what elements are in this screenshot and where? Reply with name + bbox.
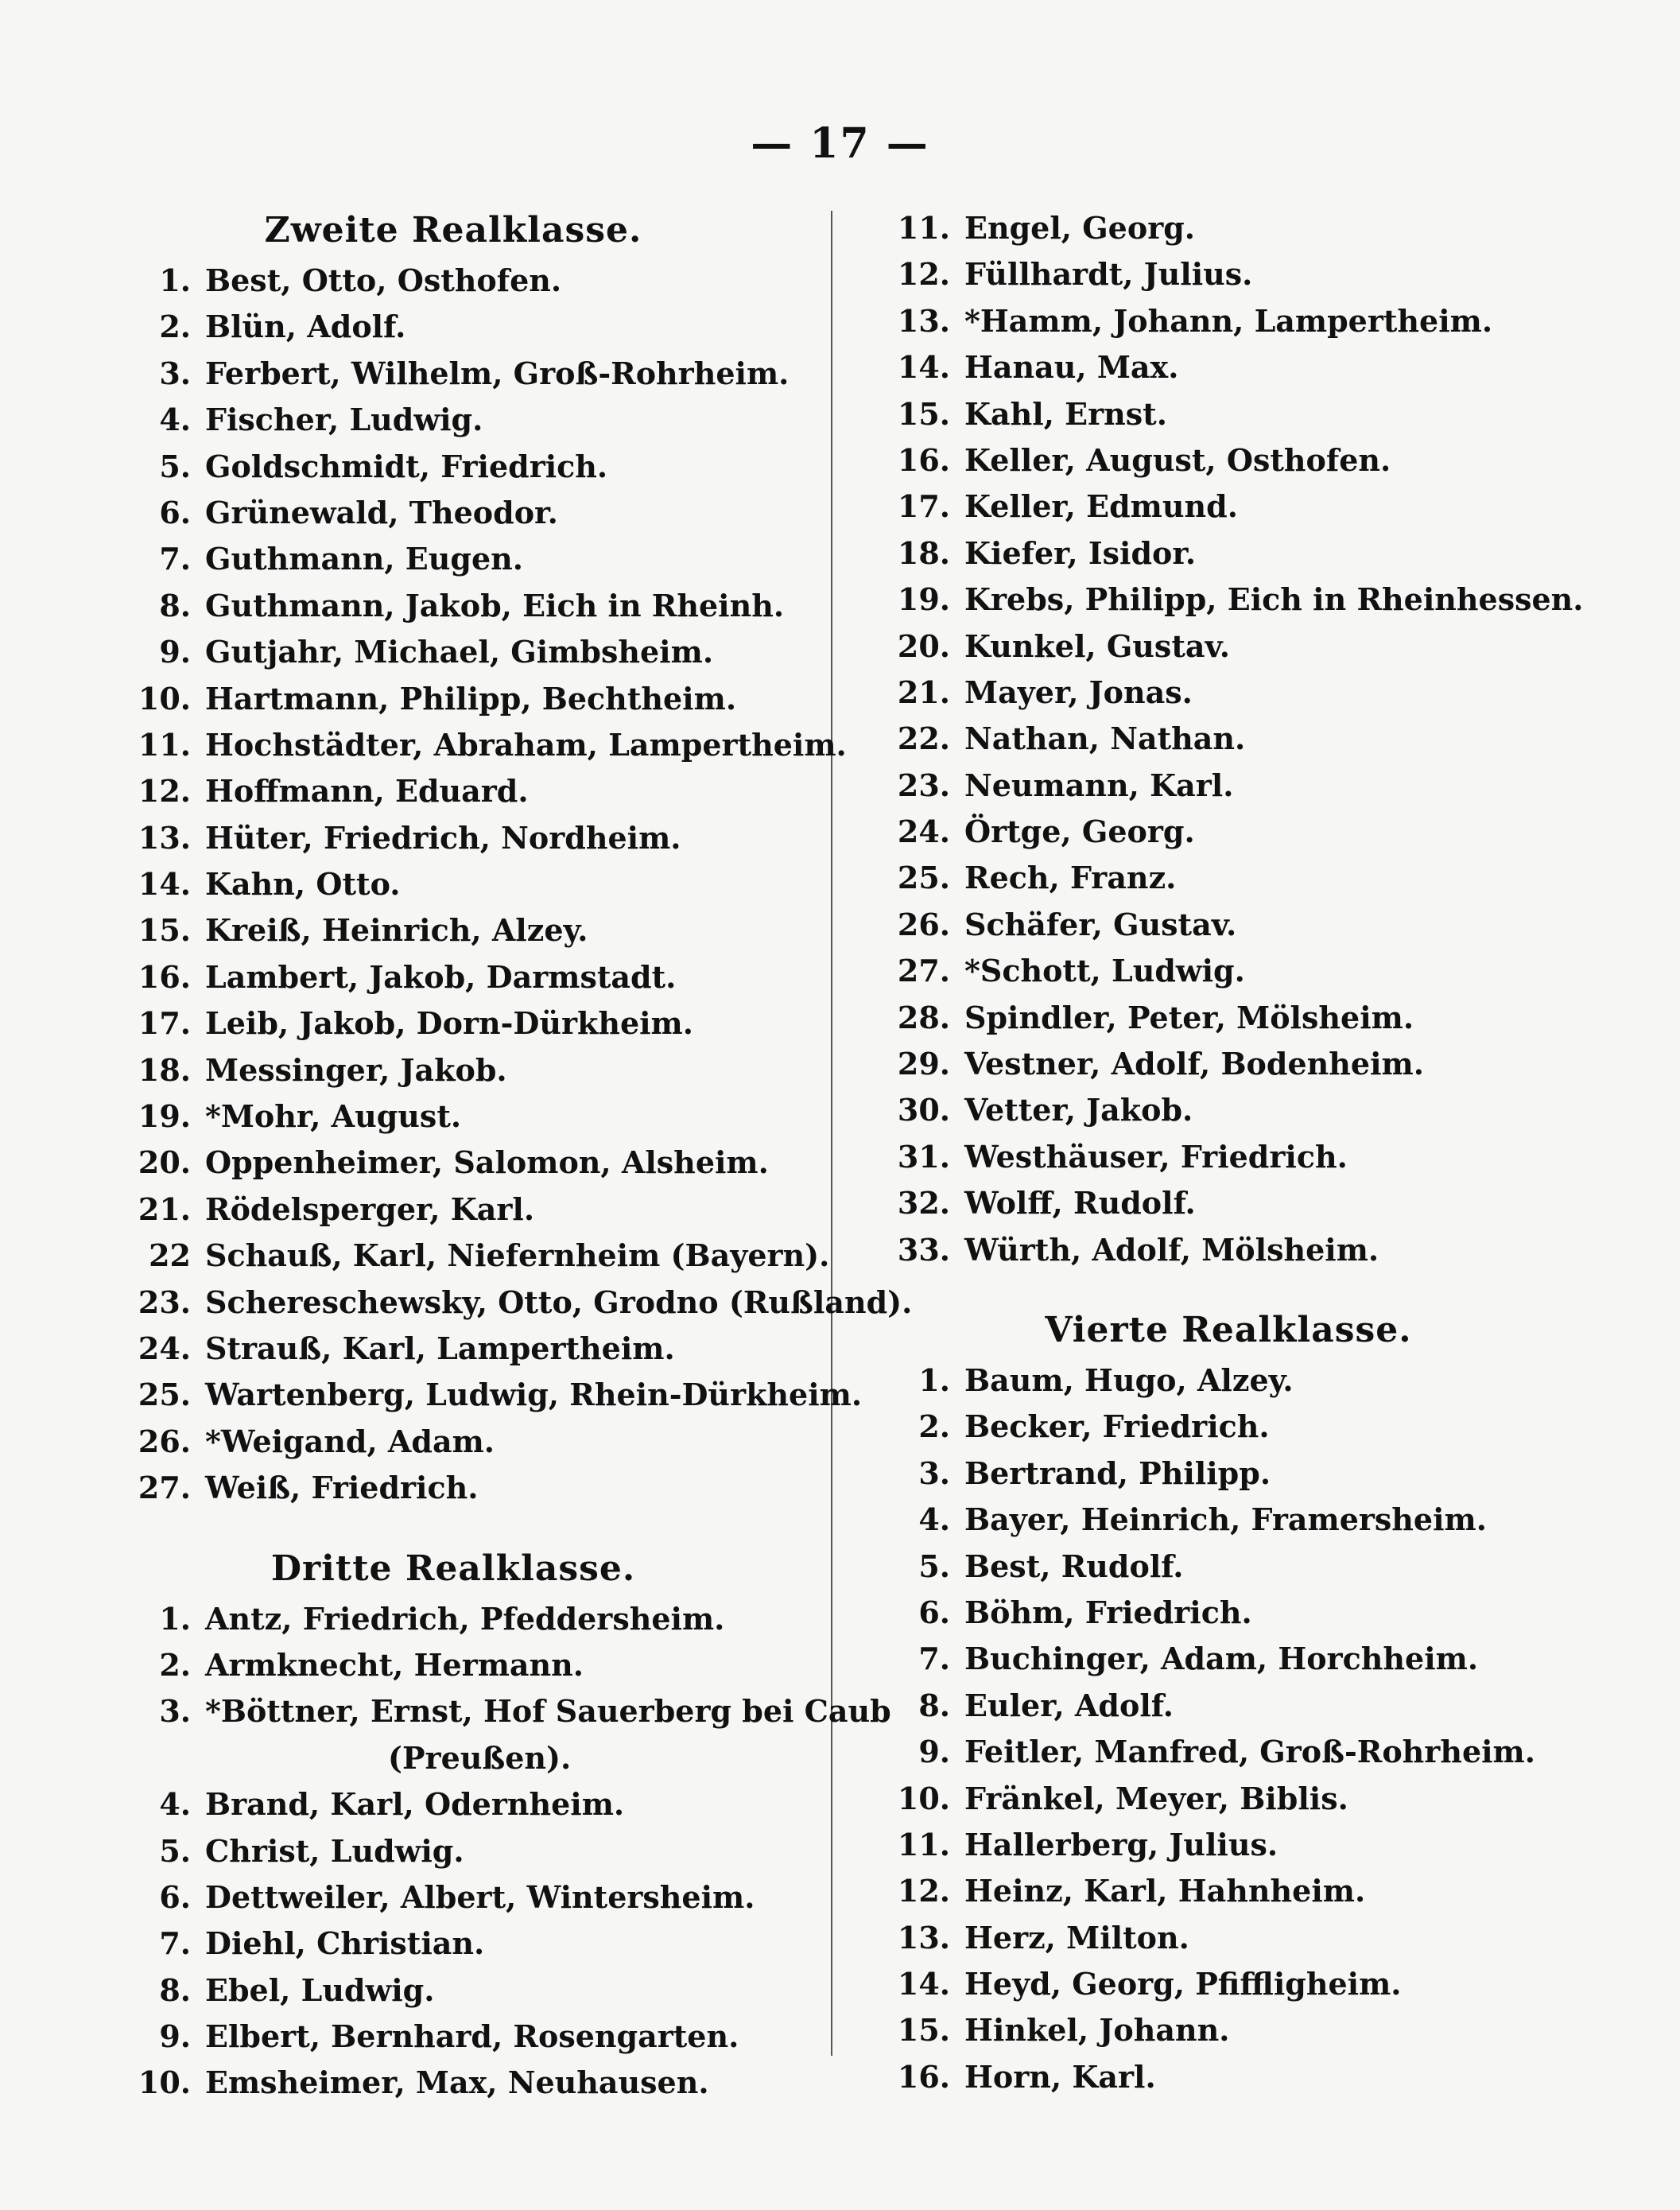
entry-number: 14. [897, 1966, 950, 2002]
list-item [871, 809, 1586, 855]
entry-name: Schäfer, Gustav. [964, 906, 1237, 942]
list-item [111, 583, 795, 629]
entry-number: 9. [159, 2018, 191, 2055]
student-list [111, 1596, 891, 2107]
entry-name: Messinger, Jakob. [205, 1051, 507, 1088]
entry-name: *Schott, Ludwig. [964, 953, 1245, 989]
list-item [111, 351, 795, 397]
entry-number: 4. [918, 1501, 950, 1538]
entry-name: Kreiß, Heinrich, Alzey. [205, 912, 588, 949]
list-item [871, 530, 1586, 577]
entry-name: Westhäuser, Friedrich. [964, 1138, 1348, 1175]
entry-number: 18. [897, 534, 950, 571]
entry-number: 4. [159, 402, 191, 438]
entry-name: Best, Otto, Osthofen. [205, 262, 562, 298]
list-item [871, 391, 1586, 437]
list-item [871, 855, 1586, 901]
entry-name: Örtge, Georg. [964, 814, 1195, 850]
entry-number: 7. [159, 541, 191, 577]
entry-number: 20. [138, 1144, 191, 1181]
entry-number: 17. [897, 488, 950, 525]
list-item [111, 397, 795, 443]
entry-number: 12. [138, 773, 191, 810]
entry-number: 23. [897, 767, 950, 803]
entry-name: Diehl, Christian. [205, 1925, 485, 1962]
student-list [871, 205, 1586, 1273]
entry-number: 8. [159, 1971, 191, 2008]
entry-number: 13. [897, 1919, 950, 1956]
section-heading: Zweite Realklasse. [264, 210, 642, 251]
entry-number: 23. [138, 1284, 191, 1320]
entry-name: *Weigand, Adam. [205, 1423, 495, 1459]
entry-name: Oppenheimer, Salomon, Alsheim. [205, 1144, 769, 1181]
entry-name: Lambert, Jakob, Darmstadt. [205, 958, 677, 995]
list-item [871, 623, 1586, 670]
entry-name: Neumann, Karl. [964, 767, 1234, 803]
list-item [871, 1961, 1586, 2007]
entry-name: Strauß, Karl, Lampertheim. [205, 1330, 675, 1366]
entry-number: 31. [897, 1138, 950, 1175]
entry-number: 18. [138, 1051, 191, 1088]
entry-name: Becker, Friedrich. [964, 1408, 1270, 1445]
entry-number: 7. [918, 1641, 950, 1677]
entry-name: Vestner, Adolf, Bodenheim. [964, 1046, 1424, 1082]
right-column [871, 205, 1586, 2100]
list-item [871, 2007, 1586, 2053]
entry-number: 1. [918, 1361, 950, 1398]
entry-number: 21. [138, 1190, 191, 1227]
entry-number: 27. [897, 953, 950, 989]
entry-number: 19. [138, 1098, 191, 1135]
list-item [871, 1868, 1586, 1914]
list-item [871, 1497, 1586, 1543]
entry-name: Wartenberg, Ludwig, Rhein-Dürkheim. [205, 1377, 863, 1413]
page-number: — 17 — [751, 119, 929, 168]
entry-name: Wolff, Rudolf. [964, 1185, 1196, 1222]
entry-number: 20. [897, 627, 950, 664]
list-item [871, 1636, 1586, 1682]
entry-name: Spindler, Peter, Mölsheim. [964, 999, 1414, 1035]
entry-number: 5. [159, 448, 191, 484]
entry-name: Schereschewsky, Otto, Grodno (Rußland). [205, 1284, 913, 1320]
list-item [871, 484, 1586, 530]
entry-name: Weiß, Friedrich. [205, 1470, 479, 1506]
entry-name: Grünewald, Theodor. [205, 494, 558, 530]
entry-number: 3. [159, 1693, 191, 1730]
entry-name: Hanau, Max. [964, 349, 1179, 386]
entry-number: 7. [159, 1925, 191, 1962]
list-item [111, 536, 795, 582]
entry-name: Kahl, Ernst. [964, 395, 1167, 432]
entry-name: Elbert, Bernhard, Rosengarten. [205, 2018, 739, 2055]
entry-number: 10. [138, 2064, 191, 2101]
entry-name: Heyd, Georg, Pfiffligheim. [964, 1966, 1402, 2002]
list-item [111, 629, 795, 675]
entry-name: Kahn, Otto. [205, 866, 401, 903]
list-item [871, 344, 1586, 390]
list-item [111, 1000, 795, 1047]
list-item [111, 1233, 830, 1279]
entry-number: 8. [918, 1687, 950, 1723]
list-item [111, 861, 795, 907]
entry-name: Leib, Jakob, Dorn-Dürkheim. [205, 1005, 693, 1042]
entry-name: Rödelsperger, Karl. [205, 1190, 535, 1227]
entry-number: 1. [159, 262, 191, 298]
list-item [111, 1326, 795, 1372]
list-item [111, 490, 795, 536]
entry-number: 22. [897, 720, 950, 757]
list-item [871, 1451, 1586, 1497]
list-item [871, 2054, 1586, 2100]
list-item [871, 1776, 1586, 1822]
entry-name: Hoffmann, Eduard. [205, 773, 529, 810]
entry-name: Baum, Hugo, Alzey. [964, 1361, 1294, 1398]
entry-number: 2. [159, 1646, 191, 1683]
list-item [111, 1093, 795, 1140]
entry-name: Keller, Edmund. [964, 488, 1238, 525]
entry-name: Best, Rudolf. [964, 1548, 1184, 1584]
entry-name: Guthmann, Eugen. [205, 541, 524, 577]
entry-number: 11. [897, 1826, 950, 1862]
list-item [871, 902, 1586, 948]
student-list [111, 258, 913, 1512]
entry-name: Brand, Karl, Odernheim. [205, 1786, 625, 1823]
entry-number: 13. [897, 302, 950, 339]
entry-number: 5. [159, 1832, 191, 1869]
list-item [111, 304, 795, 350]
section-gap [871, 1273, 1586, 1305]
section-heading: Dritte Realklasse. [270, 1548, 636, 1589]
entry-number: 13. [138, 819, 191, 856]
list-item [871, 1590, 1586, 1636]
list-item [111, 768, 795, 814]
entry-number: 3. [918, 1455, 950, 1491]
list-item [111, 1781, 795, 1827]
list-item [111, 1828, 795, 1874]
list-item [871, 1729, 1586, 1775]
entry-name: Gutjahr, Michael, Gimbsheim. [205, 634, 714, 670]
list-item [111, 1465, 795, 1511]
entry-number: 26. [897, 906, 950, 942]
list-item [111, 676, 795, 722]
list-item [871, 948, 1586, 994]
entry-number: 25. [897, 860, 950, 896]
entry-number: 15. [897, 395, 950, 432]
entry-number: 9. [918, 1734, 950, 1770]
entry-name: Herz, Milton. [964, 1919, 1189, 1956]
entry-name: Ferbert, Wilhelm, Groß-Rohrheim. [205, 355, 790, 391]
entry-name: Blün, Adolf. [205, 309, 406, 345]
entry-number: 19. [897, 581, 950, 618]
entry-number: 24. [897, 814, 950, 850]
entry-name: Feitler, Manfred, Groß-Rohrheim. [964, 1734, 1535, 1770]
entry-name: *Böttner, Ernst, Hof Sauerberg bei Caub [205, 1693, 891, 1730]
entry-name: Keller, August, Osthofen. [964, 441, 1391, 478]
left-column [111, 205, 913, 2107]
entry-number: 12. [897, 1873, 950, 1909]
list-item [871, 1357, 1586, 1404]
list-item [111, 1642, 795, 1688]
list-item [871, 716, 1586, 762]
list-item [871, 1180, 1586, 1226]
entry-name: Fischer, Ludwig. [205, 402, 483, 438]
entry-number: 5. [918, 1548, 950, 1584]
entry-name: Hartmann, Philipp, Bechtheim. [205, 680, 737, 717]
entry-name: Vetter, Jakob. [964, 1092, 1193, 1128]
entry-number: 14. [897, 349, 950, 386]
list-item [871, 251, 1586, 297]
entry-name: Ebel, Ludwig. [205, 1971, 435, 2008]
list-item [111, 1140, 795, 1186]
entry-number: 15. [138, 912, 191, 949]
entry-name: *Mohr, August. [205, 1098, 462, 1135]
entry-name: Nathan, Nathan. [964, 720, 1246, 757]
entry-number: 28. [897, 999, 950, 1035]
list-item [871, 1683, 1586, 1729]
list-item [871, 763, 1586, 809]
list-item [111, 258, 795, 304]
entry-number: 10. [138, 680, 191, 717]
list-item [871, 1404, 1586, 1450]
entry-number: 16. [897, 441, 950, 478]
list-item [871, 577, 1586, 623]
entry-name: (Preußen). [388, 1739, 572, 1776]
list-item [111, 2060, 795, 2106]
entry-number: 12. [897, 256, 950, 293]
list-item [111, 2014, 795, 2060]
entry-number: 29. [897, 1046, 950, 1082]
entry-name: Emsheimer, Max, Neuhausen. [205, 2064, 709, 2101]
entry-number: 21. [897, 674, 950, 710]
entry-name: Füllhardt, Julius. [964, 256, 1253, 293]
entry-name: *Hamm, Johann, Lampertheim. [964, 302, 1493, 339]
list-item [111, 1187, 795, 1233]
entry-name: Buchinger, Adam, Horchheim. [964, 1641, 1479, 1677]
entry-number: 6. [159, 1878, 191, 1915]
entry-number: 9. [159, 634, 191, 670]
list-item [111, 907, 795, 954]
entry-number: 15. [897, 2012, 950, 2049]
entry-name: Würth, Adolf, Mölsheim. [964, 1231, 1379, 1268]
list-item [871, 1822, 1586, 1868]
entry-number: 14. [138, 866, 191, 903]
list-item [871, 1134, 1586, 1180]
entry-name: Böhm, Friedrich. [964, 1594, 1252, 1630]
list-item [871, 1915, 1586, 1961]
entry-number: 2. [918, 1408, 950, 1445]
entry-number: 25. [138, 1377, 191, 1413]
entry-name: Mayer, Jonas. [964, 674, 1193, 710]
entry-number: 11. [897, 210, 950, 246]
entry-number: 8. [159, 587, 191, 623]
list-item [871, 670, 1586, 716]
list-item [871, 1041, 1586, 1087]
entry-number: 1. [159, 1600, 191, 1637]
entry-number: 16. [138, 958, 191, 995]
list-item [111, 1047, 795, 1093]
column-divider [831, 211, 832, 2056]
entry-number: 10. [897, 1780, 950, 1816]
entry-number: 2. [159, 309, 191, 345]
list-item [111, 1921, 795, 1967]
entry-number: 6. [159, 494, 191, 530]
entry-number: 30. [897, 1092, 950, 1128]
entry-name: Bayer, Heinrich, Framersheim. [964, 1501, 1487, 1538]
list-item [111, 1372, 863, 1418]
list-item [111, 815, 795, 861]
entry-name: Bertrand, Philipp. [964, 1455, 1271, 1491]
entry-name: Antz, Friedrich, Pfeddersheim. [205, 1600, 725, 1637]
entry-name: Kunkel, Gustav. [964, 627, 1230, 664]
entry-name: Engel, Georg. [964, 210, 1196, 246]
entry-name: Hinkel, Johann. [964, 2012, 1230, 2049]
entry-number: 33. [897, 1231, 950, 1268]
entry-number: 17. [138, 1005, 191, 1042]
list-item [871, 1544, 1586, 1590]
entry-name: Rech, Franz. [964, 860, 1177, 896]
list-item [871, 1227, 1586, 1273]
list-item [871, 298, 1586, 344]
entry-name: Hallerberg, Julius. [964, 1826, 1278, 1862]
list-item [871, 1087, 1586, 1133]
list-item [111, 444, 795, 490]
entry-name: Kiefer, Isidor. [964, 534, 1197, 571]
list-item [111, 954, 795, 1000]
list-item [111, 1596, 795, 1642]
entry-number: 24. [138, 1330, 191, 1366]
student-list [871, 1357, 1586, 2100]
entry-name: Guthmann, Jakob, Eich in Rheinh. [205, 587, 785, 623]
entry-name: Euler, Adolf. [964, 1687, 1174, 1723]
list-item-continuation [111, 1735, 795, 1781]
entry-number: 26. [138, 1423, 191, 1459]
entry-name: Christ, Ludwig. [205, 1832, 464, 1869]
entry-name: Dettweiler, Albert, Wintersheim. [205, 1878, 755, 1915]
entry-name: Hochstädter, Abraham, Lampertheim. [205, 726, 847, 763]
entry-number: 22 [149, 1237, 191, 1274]
entry-name: Fränkel, Meyer, Biblis. [964, 1780, 1348, 1816]
entry-number: 6. [918, 1594, 950, 1630]
entry-number: 32. [897, 1185, 950, 1222]
list-item [871, 437, 1586, 484]
entry-name: Krebs, Philipp, Eich in Rheinhessen. [964, 581, 1584, 618]
section-heading: Vierte Realklasse. [1045, 1309, 1412, 1350]
entry-name: Goldschmidt, Friedrich. [205, 448, 608, 484]
list-item [871, 995, 1586, 1041]
entry-name: Armknecht, Hermann. [205, 1646, 584, 1683]
entry-number: 4. [159, 1786, 191, 1823]
entry-name: Heinz, Karl, Hahnheim. [964, 1873, 1366, 1909]
section-gap [111, 1512, 795, 1544]
entry-number: 11. [138, 726, 191, 763]
entry-number: 16. [897, 2058, 950, 2095]
entry-name: Hüter, Friedrich, Nordheim. [205, 819, 681, 856]
list-item [111, 1967, 795, 2014]
list-item [871, 205, 1586, 251]
list-item [111, 722, 847, 768]
list-item [111, 1688, 891, 1734]
list-item [111, 1419, 795, 1465]
entry-number: 3. [159, 355, 191, 391]
entry-number: 27. [138, 1470, 191, 1506]
list-item [111, 1874, 795, 1921]
list-item [111, 1280, 913, 1326]
entry-name: Schauß, Karl, Niefernheim (Bayern). [205, 1237, 830, 1274]
entry-name: Horn, Karl. [964, 2058, 1156, 2095]
